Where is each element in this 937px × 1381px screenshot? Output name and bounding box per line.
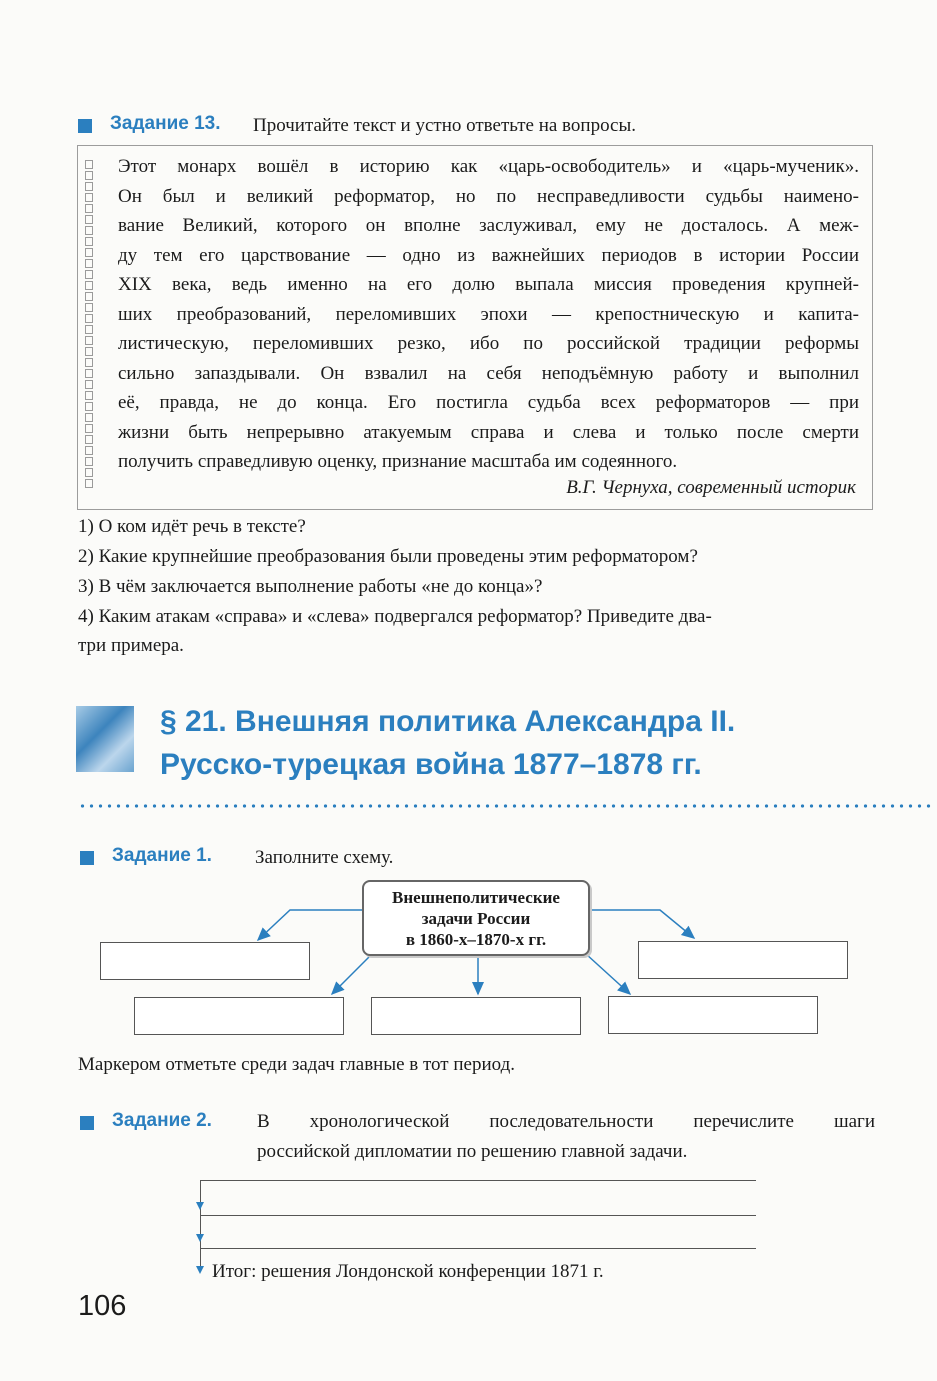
margin-square bbox=[85, 237, 93, 246]
diagram-blank-bottom-right[interactable] bbox=[608, 996, 818, 1034]
question-4: 4) Каким атакам «справа» и «слева» подвергался реформатор? Приведите два- bbox=[78, 606, 712, 627]
margin-square bbox=[85, 424, 93, 433]
task-1-diagram bbox=[0, 870, 937, 1050]
question-4-continued: три примера. bbox=[78, 635, 184, 656]
quote-line: Этот монарх вошёл в историю как «царь-освободитель» и «царь-мученик». bbox=[118, 156, 859, 177]
margin-square bbox=[85, 391, 93, 400]
margin-square bbox=[85, 248, 93, 257]
question-2: 2) Какие крупнейшие преобразования были проведены этим реформатором? bbox=[78, 546, 698, 567]
margin-square bbox=[85, 292, 93, 301]
diagram-blank-top-right[interactable] bbox=[638, 941, 848, 979]
margin-square bbox=[85, 259, 93, 268]
answer-line-2[interactable] bbox=[200, 1215, 756, 1216]
task-2-result: Итог: решения Лондонской конференции 1871 г. bbox=[212, 1261, 604, 1282]
task-1-note: Маркером отметьте среди задач главные в тот период. bbox=[78, 1054, 515, 1075]
margin-square bbox=[85, 270, 93, 279]
section-title-line2: Русско-турецкая война 1877–1878 гг. bbox=[160, 748, 702, 781]
diagram-blank-bottom-center[interactable] bbox=[371, 997, 581, 1035]
question-3: 3) В чём заключается выполнение работы «не до конца»? bbox=[78, 576, 543, 597]
section-title bbox=[160, 700, 735, 786]
quote-line: Он был и великий реформатор, но по несправедливости судьбы наимено- bbox=[118, 185, 859, 207]
task-13-label: Задание 13. bbox=[110, 113, 221, 134]
quote-line: получить справедливую оценку, признание масштаба им содеянного. bbox=[118, 451, 678, 472]
quote-line: ду тем его царствование — одно из важнейших периодов в истории России bbox=[118, 244, 859, 266]
margin-square bbox=[85, 226, 93, 235]
quote-box bbox=[77, 145, 873, 510]
diagram-center-box bbox=[362, 880, 590, 956]
arrow-left-top bbox=[258, 910, 362, 940]
task-13-marker bbox=[78, 119, 92, 133]
task-2-instruction-line2: российской дипломатии по решению главной задачи. bbox=[257, 1141, 688, 1162]
quote-line: сильно запаздывали. Он взвалил на себя неподъёмную работу и выполнил bbox=[118, 362, 859, 384]
chain-arrows bbox=[191, 1180, 211, 1280]
quote-line: листическую, переломивших резко, ибо по российской традиции реформы bbox=[118, 333, 859, 354]
answer-line-3[interactable] bbox=[200, 1248, 756, 1249]
task-1-label: Задание 1. bbox=[112, 845, 212, 866]
quote-line: её, правда, не до конца. Его постигла судьба всех реформаторов — при bbox=[118, 392, 859, 413]
task-13-instruction: Прочитайте текст и устно ответьте на вопросы. bbox=[253, 115, 636, 136]
quote-margin-decoration bbox=[85, 160, 97, 488]
margin-square bbox=[85, 457, 93, 466]
task-1-instruction: Заполните схему. bbox=[255, 847, 394, 868]
task-2-label: Задание 2. bbox=[112, 1110, 212, 1131]
question-1: 1) О ком идёт речь в тексте? bbox=[78, 516, 306, 537]
margin-square bbox=[85, 303, 93, 312]
quote-line: ших преобразований, переломивших эпохи — крепостническую и капита- bbox=[118, 303, 859, 325]
margin-square bbox=[85, 160, 93, 169]
margin-square bbox=[85, 435, 93, 444]
answer-line-1[interactable] bbox=[200, 1180, 756, 1181]
margin-square bbox=[85, 171, 93, 180]
margin-square bbox=[85, 347, 93, 356]
margin-square bbox=[85, 369, 93, 378]
margin-square bbox=[85, 325, 93, 334]
margin-square bbox=[85, 413, 93, 422]
quote-line: XIX века, ведь именно на его долю выпала миссия проведения крупней- bbox=[118, 274, 859, 295]
dotted-divider bbox=[78, 803, 933, 809]
diagram-blank-top-left[interactable] bbox=[100, 942, 310, 980]
section-title-line1: § 21. Внешняя политика Александра II. bbox=[160, 705, 736, 738]
center-line2: задачи России bbox=[421, 908, 531, 928]
arrow-left-bottom bbox=[332, 954, 372, 994]
task-1-marker bbox=[80, 851, 94, 865]
diagram-blank-bottom-left[interactable] bbox=[134, 997, 344, 1035]
quote-author: В.Г. Чернуха, современный историк bbox=[566, 477, 856, 498]
margin-square bbox=[85, 358, 93, 367]
margin-square bbox=[85, 314, 93, 323]
margin-square bbox=[85, 479, 93, 488]
page-number: 106 bbox=[78, 1290, 127, 1322]
margin-square bbox=[85, 336, 93, 345]
task-2-instruction-line1: В хронологической последовательности перечислите шаги bbox=[257, 1111, 875, 1132]
margin-square bbox=[85, 402, 93, 411]
margin-square bbox=[85, 215, 93, 224]
quote-line: жизни быть непрерывно атакуемым справа и слева и только после смерти bbox=[118, 421, 859, 443]
margin-square bbox=[85, 446, 93, 455]
arrow-right-bottom bbox=[586, 954, 630, 994]
section-illustration-icon bbox=[76, 706, 134, 772]
arrow-right-top bbox=[590, 910, 694, 938]
quote-line: вание Великий, которого он вполне заслуживал, ему не досталось. А меж- bbox=[118, 215, 859, 236]
center-line3: в 1860-х–1870-х гг. bbox=[405, 929, 547, 949]
margin-square bbox=[85, 468, 93, 477]
margin-square bbox=[85, 204, 93, 213]
margin-square bbox=[85, 380, 93, 389]
center-line1: Внешнеполитические bbox=[392, 887, 560, 907]
task-2-marker bbox=[80, 1116, 94, 1130]
margin-square bbox=[85, 182, 93, 191]
margin-square bbox=[85, 281, 93, 290]
margin-square bbox=[85, 193, 93, 202]
quote-text bbox=[118, 152, 859, 477]
